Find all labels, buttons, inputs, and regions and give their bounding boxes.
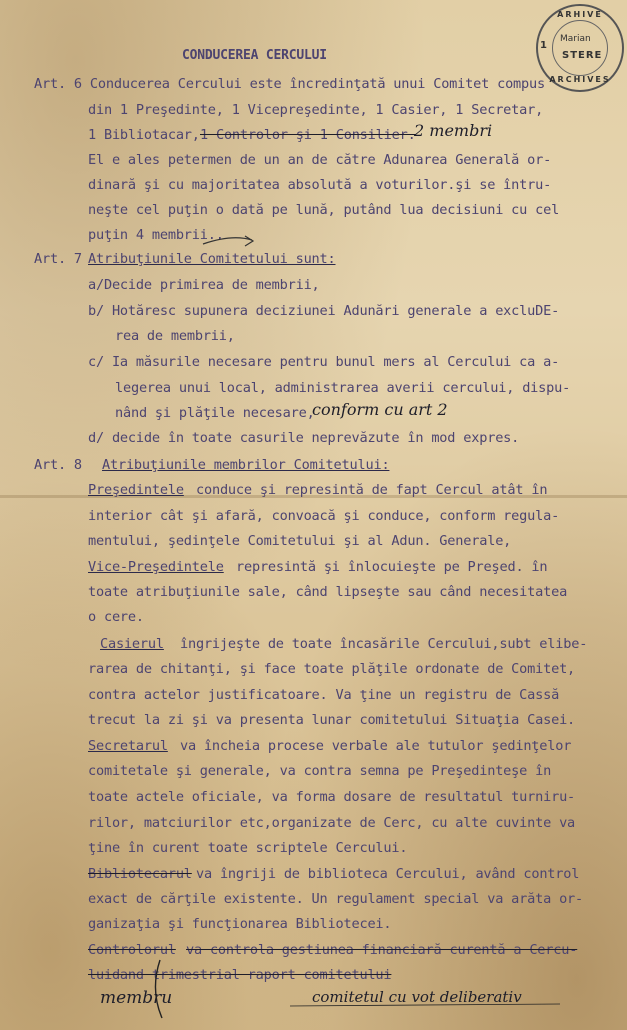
handwritten-note: comitetul cu vot deliberativ: [312, 988, 522, 1006]
text-line: rilor, matciurilor etc,organizate de Cerc, cu alte cuvinte va: [88, 815, 576, 831]
stamp-bottom-text: ARCHIVES: [549, 75, 611, 84]
role-heading: Preşedintele: [88, 482, 184, 498]
text-line: neşte cel puţin o dată pe lună, putând lua decisiuni cu cel: [88, 202, 560, 218]
stamp-top-text: ARHIVE: [557, 10, 603, 19]
text-line: exact de cărţile existente. Un regulament special va arăta or-: [88, 891, 584, 907]
article-label: Art. 7: [34, 251, 82, 267]
text-line: a/Decide primirea de membrii,: [88, 277, 320, 293]
text-line: va încheia procese verbale ale tutulor şedinţelor: [180, 738, 572, 754]
text-line: comitetale şi generale, va contra semna pe Preşedinteşe în: [88, 763, 552, 779]
handwritten-note: 2 membri: [414, 121, 493, 140]
text-line: c/ Ia măsurile necesare pentru bunul mers al Cercului ca a-: [88, 354, 560, 370]
struck-text: luidand trimestrial raport comitetului: [88, 967, 392, 983]
struck-text: va controla gestiunea financiară curentă a Cercu-: [186, 942, 578, 958]
text-line: d/ decide în toate casurile neprevăzute în mod expres.: [88, 430, 520, 446]
text-line: dinară şi cu majoritatea absolută a voturilor.şi se întru-: [88, 177, 552, 193]
stamp-inner-ring: [552, 20, 608, 76]
role-heading: Bibliotecarul: [88, 866, 192, 882]
text-line: legerea unui local, administrarea averii cercului, dispu-: [115, 380, 571, 396]
stamp-name-line2: STERE: [562, 50, 603, 61]
text-line: îngrijeşte de toate încasările Cercului,subt elibe-: [180, 636, 588, 652]
section-heading: Atribuţiunile Comitetului sunt:: [88, 251, 336, 267]
text-line: 1 Bibliotacar,: [88, 127, 200, 143]
role-heading: Controlorul: [88, 942, 176, 958]
text-line: rarea de chitanţi, şi face toate plăţile ordonate de Comitet,: [88, 661, 576, 677]
text-line: toate atribuţiunile sale, când lipseşte sau când necesitatea: [88, 584, 568, 600]
text-line: va îngriji de biblioteca Cercului, având control: [196, 866, 580, 882]
text-line: trecut la zi şi va presenta lunar comitetului Situaţia Casei.: [88, 712, 576, 728]
text-line: contra actelor justificatoare. Va ţine un registru de Cassă: [88, 687, 560, 703]
role-heading: Secretarul: [88, 738, 168, 754]
handwritten-note: conform cu art 2: [312, 400, 448, 419]
text-line: Art. 6 Conducerea Cercului este încredinţată unui Comitet compus: [34, 76, 545, 92]
struck-text: 1 Controlor şi 1 Consilier.: [200, 127, 416, 143]
document-title: CONDUCEREA CERCULUI: [182, 48, 327, 63]
text-line: b/ Hotăresc supunera deciziunei Adunări generale a excluDE-: [88, 303, 560, 319]
handwritten-note: membru: [100, 988, 173, 1008]
arrow-head: [245, 236, 253, 246]
text-line: represintă şi înlocuieşte pe Preşed. în: [236, 559, 548, 575]
text-line: El e ales petermen de un an de către Adunarea Generală or-: [88, 152, 552, 168]
article-label: Art. 8: [34, 457, 82, 473]
archive-stamp: [536, 4, 624, 92]
role-heading: Vice-Preşedintele: [88, 559, 224, 575]
text-line: interior cât şi afară, convoacă şi conduce, conform regula-: [88, 508, 560, 524]
text-line: o cere.: [88, 609, 144, 625]
stamp-number: 1: [540, 40, 547, 51]
text-line: ţine în curent toate scriptele Cercului.: [88, 840, 408, 856]
stamp-name-line1: Marian: [560, 34, 591, 44]
text-line: rea de membrii,: [115, 328, 235, 344]
text-line: conduce şi represintă de fapt Cercul atât în: [196, 482, 548, 498]
role-heading: Casierul: [100, 636, 164, 652]
text-line: nând şi plăţile necesare,: [115, 405, 315, 421]
text-line: toate actele oficiale, va forma dosare de resultatul turniru-: [88, 789, 576, 805]
text-line: ganizaţia şi funcţionarea Bibliotecei.: [88, 916, 392, 932]
text-line: mentului, şedinţele Comitetului şi al Adun. Generale,: [88, 533, 512, 549]
text-line: din 1 Preşedinte, 1 Vicepreşedinte, 1 Casier, 1 Secretar,: [88, 102, 544, 118]
section-heading: Atribuţiunile membrilor Comitetului:: [102, 457, 390, 473]
text-line: puţin 4 membrii..: [88, 227, 224, 243]
